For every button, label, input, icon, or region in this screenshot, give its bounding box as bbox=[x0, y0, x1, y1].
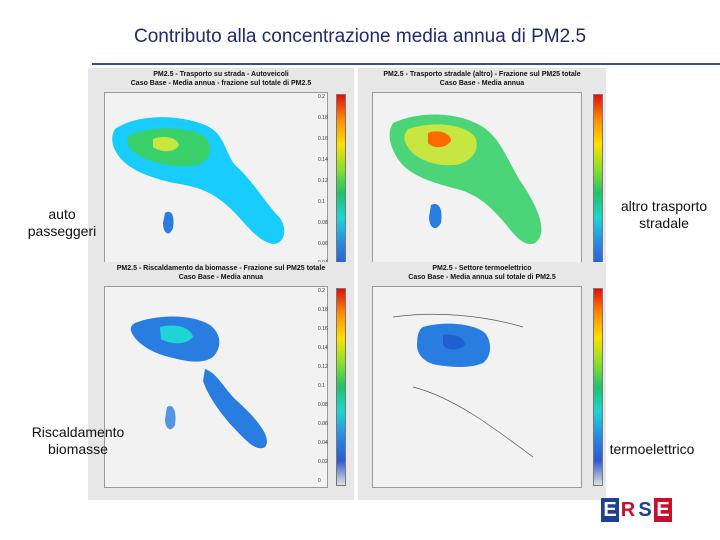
island-sardegna bbox=[163, 212, 174, 234]
map-plot-auto bbox=[104, 92, 328, 270]
island-sardegna-bio bbox=[165, 406, 176, 429]
side-label-biomasse: Riscaldamento biomasse bbox=[31, 424, 125, 457]
map-title: PM2.5 - Settore termoelettrico bbox=[432, 265, 532, 272]
map-title: PM2.5 - Trasporto stradale (altro) - Frazione sul PM25 totale bbox=[383, 71, 581, 78]
map-panel-biomasse: PM2.5 - Riscaldamento da biomasse - Frazione sul PM25 totale Caso Base - Media annua 0.2 0.18 0.16 0.14 0.12 0.1 0.08 0.06 0.04 0.02 0 bbox=[88, 262, 354, 500]
side-label-altro: altro trasporto stradale bbox=[620, 198, 708, 231]
logo-letter: R bbox=[620, 499, 636, 521]
colorbar-biomasse bbox=[336, 288, 346, 486]
colorbar-altro bbox=[593, 94, 603, 268]
map-subtitle: Caso Base - Media annua bbox=[178, 274, 264, 281]
map-title: PM2.5 - Riscaldamento da biomasse - Frazione sul PM25 totale bbox=[116, 265, 326, 272]
map-subtitle: Caso Base - Media annua bbox=[439, 80, 525, 87]
logo-letter: E bbox=[601, 498, 619, 522]
slide-title: Contributo alla concentrazione media annua di PM2.5 bbox=[133, 26, 587, 47]
map-subtitle: Caso Base - Media annua - frazione sul totale di PM2.5 bbox=[130, 80, 312, 87]
erse-logo bbox=[601, 498, 672, 522]
side-label-termo: termoelettrico bbox=[609, 441, 695, 457]
map-plot-altro bbox=[372, 92, 582, 270]
map-panel-altro bbox=[358, 68, 606, 278]
map-plot-termo bbox=[372, 286, 582, 488]
map-panel-auto: PM2.5 - Trasporto su strada - Autoveicoli Caso Base - Media annua - frazione sul totale di PM2.5 0.2 0.18 0.16 0.14 0.12 0.1 0.08 0.06 bbox=[88, 68, 354, 278]
map-panel-termo bbox=[358, 262, 606, 500]
concentration-area-biomasse-south bbox=[203, 369, 267, 448]
title-rule bbox=[92, 63, 720, 65]
map-subtitle: Caso Base - Media annua sul totale di PM2.5 bbox=[408, 274, 556, 281]
logo-letter: E bbox=[654, 498, 672, 522]
side-label-auto: auto passeggeri bbox=[27, 206, 97, 239]
colorbar-auto bbox=[336, 94, 346, 268]
logo-letter: S bbox=[638, 499, 652, 521]
island-sardegna-altro bbox=[429, 204, 442, 228]
map-title: PM2.5 - Trasporto su strada - Autoveicoli bbox=[153, 71, 289, 78]
